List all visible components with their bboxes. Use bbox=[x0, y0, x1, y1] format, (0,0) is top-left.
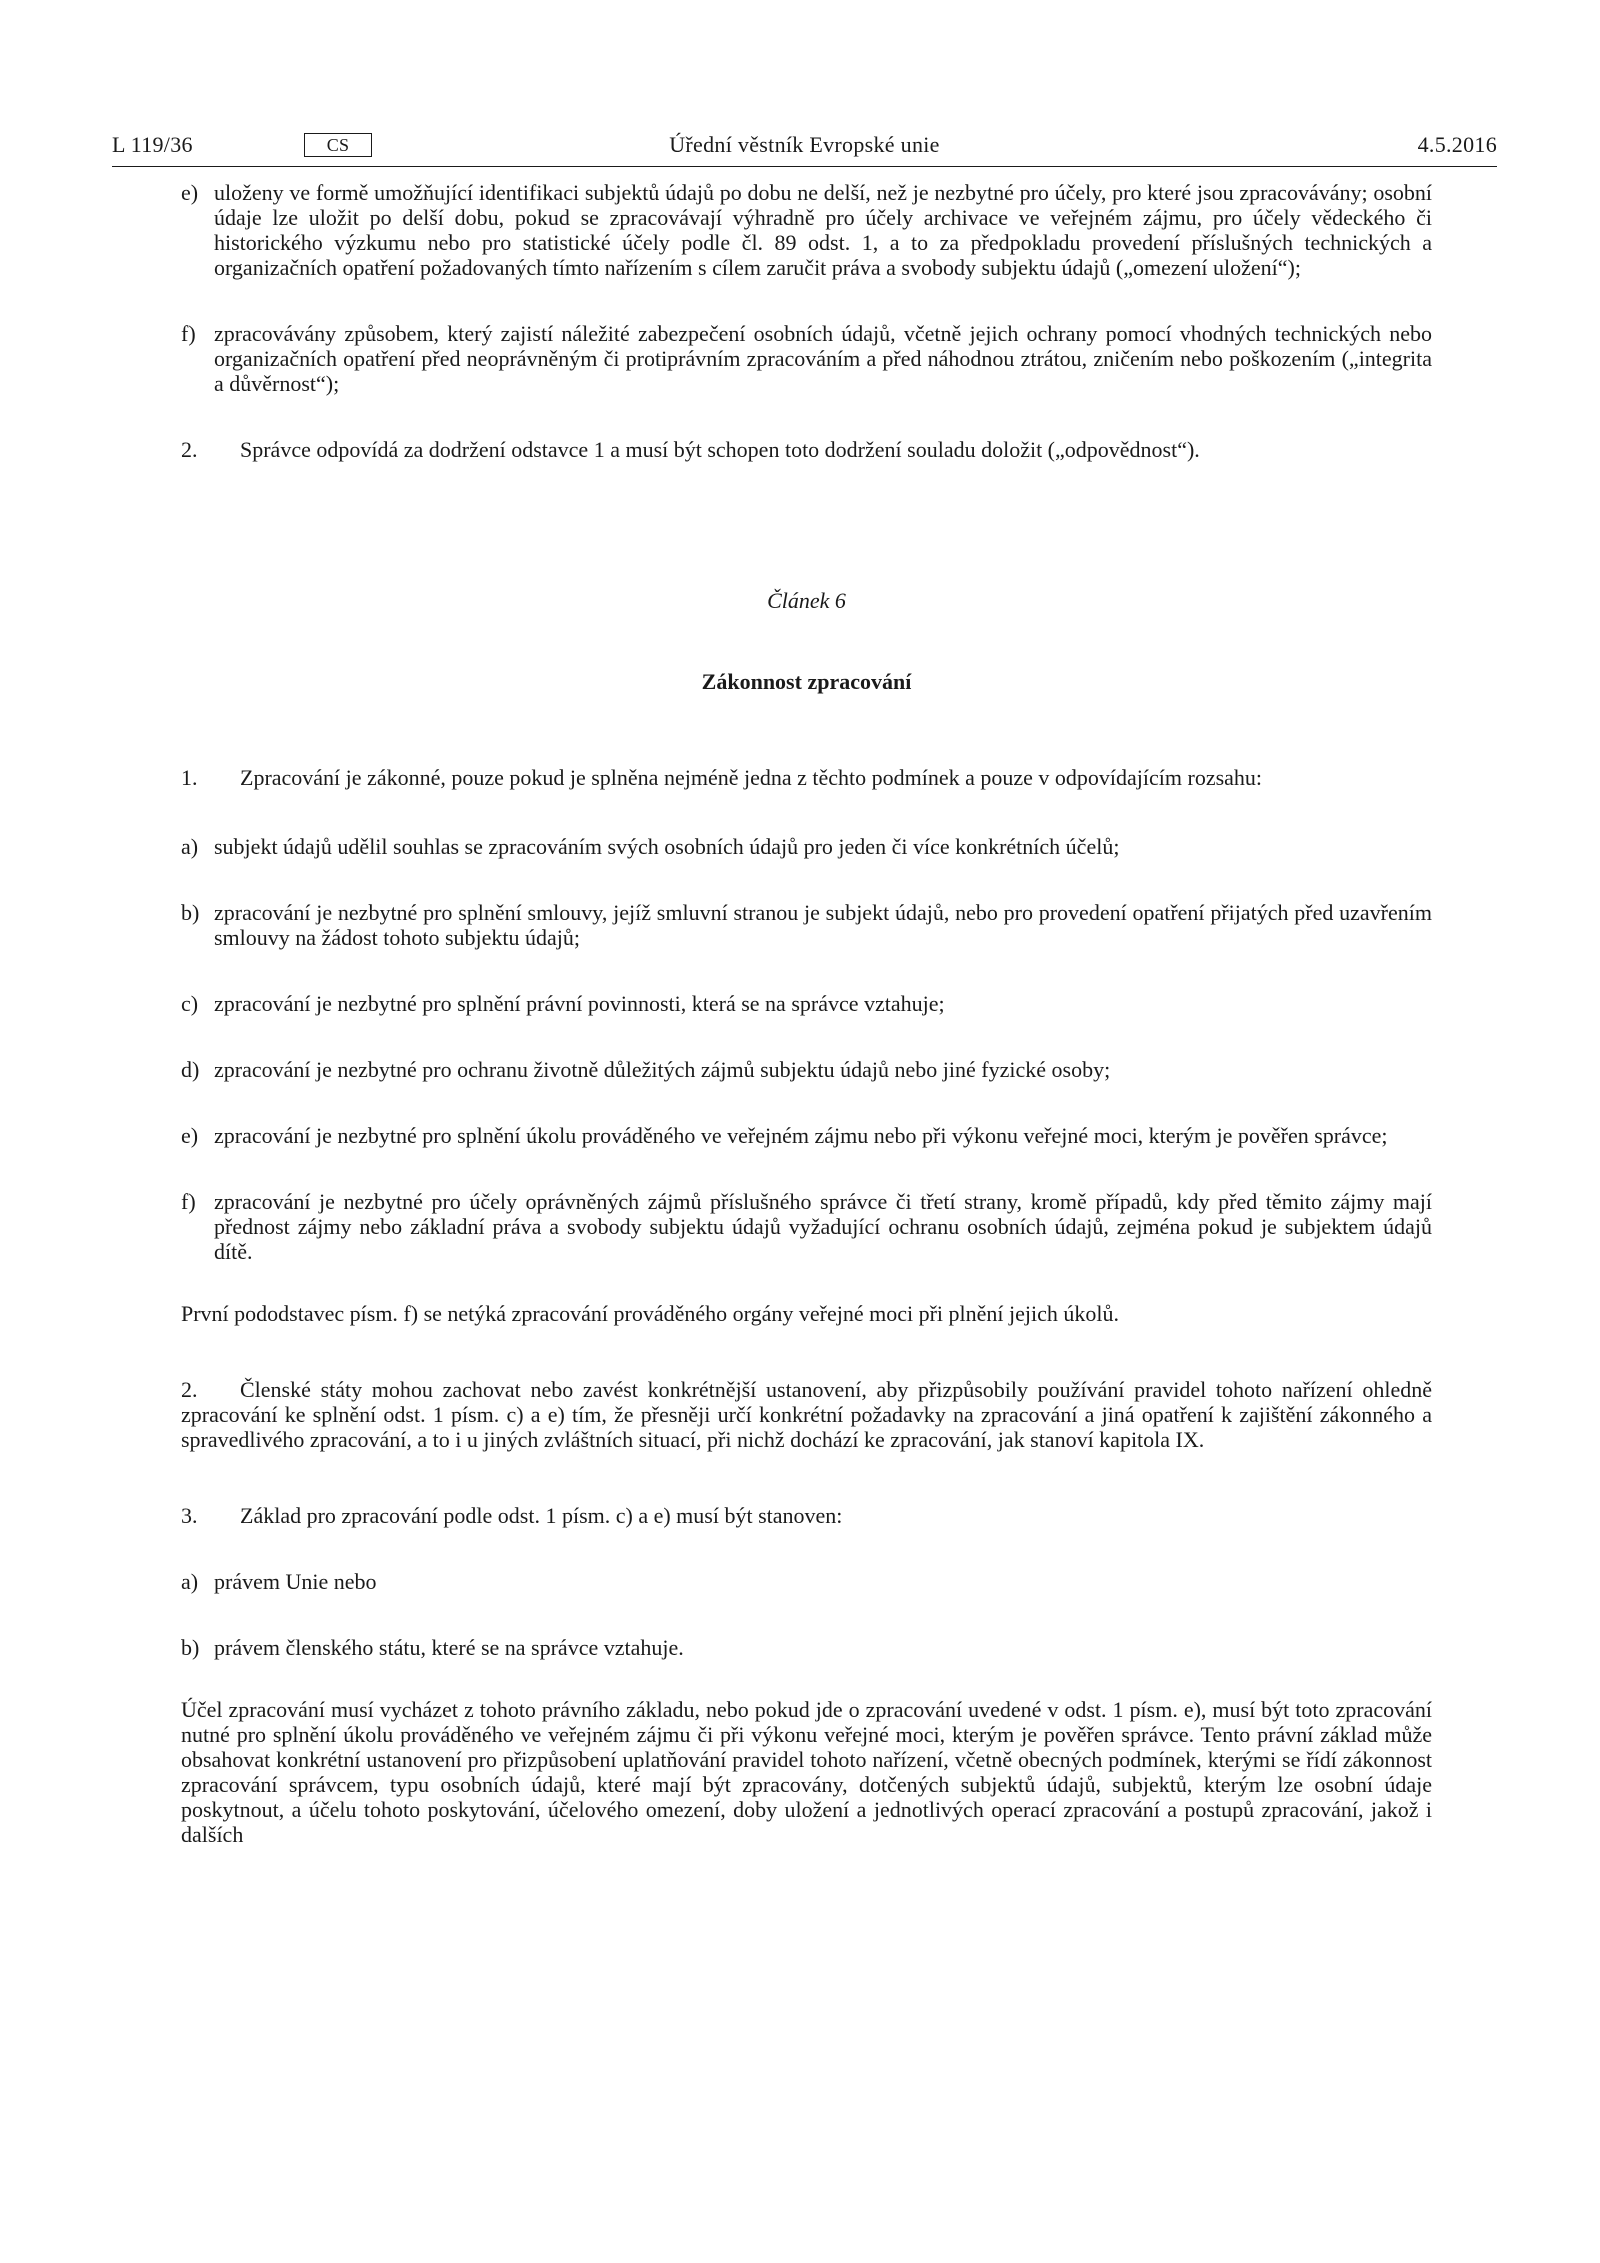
condition-item-d bbox=[181, 1057, 1432, 1082]
header-divider bbox=[112, 166, 1497, 167]
item-marker: e) bbox=[181, 1123, 199, 1148]
paragraph-3 bbox=[181, 1503, 1432, 1528]
item-text: zpracování je nezbytné pro splnění smlouvy, jejíž smluvní stranou je subjekt údajů, nebo pro provedení opatření přijatých před uzavřením smlouvy na žádost tohoto subjektu údajů; bbox=[214, 900, 1432, 950]
paragraph-number: 2. bbox=[181, 437, 198, 462]
item-marker: b) bbox=[181, 1635, 200, 1660]
issue-number: L 119/36 bbox=[112, 132, 193, 157]
paragraph-1 bbox=[181, 765, 1432, 790]
final-paragraph: Účel zpracování musí vycházet z tohoto právního základu, nebo pokud jde o zpracování uvedené v odst. 1 písm. e), musí být toto zpracování nutné pro splnění úkolu prováděného ve veřejném zájmu či při výkonu veřejné moci, kterým je pověřen správce. Tento právní základ může obsahovat konkrétní ustanovení pro přizpůsobení uplatňování pravidel tohoto nařízení, včetně obecných podmínek, kterými se řídí zákonnost zpracování správcem, typu osobních údajů, které mají být zpracovány, dotčených subjektů údajů, subjektů, kterým lze osobní údaje poskytnout, a účelu tohoto poskytování, účelového omezení, doby uložení a jednotlivých operací zpracování a postupů zpracování, jakož i dalších bbox=[181, 1697, 1432, 1847]
item-text: zpracovávány způsobem, který zajistí náležité zabezpečení osobních údajů, včetně jejich ochrany pomocí vhodných technických nebo organizačních opatření před neoprávněným či protiprávním zpracováním a před náhodnou ztrátou, zničením nebo poškozením („integrita a důvěrnost“); bbox=[214, 321, 1432, 396]
item-marker: a) bbox=[181, 834, 199, 859]
document-body bbox=[181, 180, 1432, 1847]
article-number: Článek 6 bbox=[767, 588, 846, 613]
paragraph-text: Členské státy mohou zachovat nebo zavést konkrétnější ustanovení, aby přizpůsobily používání pravidel tohoto nařízení ohledně zpracování ke splnění odst. 1 písm. c) a e) tím, že přesněji určí konkrétní požadavky na zpracování a jiná opatření k zajištění zákonného a spravedlivého zpracování, a to i u jiných zvláštních situací, při nichž dochází ke zpracování, jak stanoví kapitola IX. bbox=[181, 1377, 1432, 1452]
list-item bbox=[181, 180, 1432, 280]
page-header bbox=[112, 132, 1497, 166]
item-marker: c) bbox=[181, 991, 199, 1016]
paragraph-number: 3. bbox=[181, 1503, 198, 1528]
condition-item-f bbox=[181, 1189, 1432, 1264]
list-item bbox=[181, 321, 1432, 396]
item-marker: e) bbox=[181, 180, 199, 205]
paragraph-text: Správce odpovídá za dodržení odstavce 1 a musí být schopen toto dodržení souladu doložit („odpovědnost“). bbox=[240, 437, 1200, 462]
language-badge: CS bbox=[304, 133, 372, 157]
subparagraph-note: První pododstavec písm. f) se netýká zpracování prováděného orgány veřejné moci při plnění jejich úkolů. bbox=[181, 1301, 1119, 1326]
item-text: zpracování je nezbytné pro splnění úkolu prováděného ve veřejném zájmu nebo při výkonu veřejné moci, kterým je pověřen správce; bbox=[214, 1123, 1388, 1148]
item-marker: a) bbox=[181, 1569, 199, 1594]
paragraph-2 bbox=[181, 1377, 1432, 1452]
basis-item-b bbox=[181, 1635, 1432, 1660]
paragraph-2-accountability bbox=[181, 437, 1432, 462]
item-marker: d) bbox=[181, 1057, 200, 1082]
item-text: zpracování je nezbytné pro splnění právní povinnosti, která se na správce vztahuje; bbox=[214, 991, 945, 1016]
item-text: právem Unie nebo bbox=[214, 1569, 377, 1594]
journal-title: Úřední věstník Evropské unie bbox=[669, 132, 940, 157]
item-text: zpracování je nezbytné pro účely oprávněných zájmů příslušného správce či třetí strany, kromě případů, kdy před těmito zájmy mají přednost zájmy nebo základní práva a svobody subjektu údajů vyžadující ochranu osobních údajů, zejména pokud je subjektem údajů dítě. bbox=[214, 1189, 1432, 1264]
item-marker: b) bbox=[181, 900, 200, 925]
paragraph-text: Základ pro zpracování podle odst. 1 písm. c) a e) musí být stanoven: bbox=[240, 1503, 843, 1528]
basis-item-a bbox=[181, 1569, 1432, 1594]
condition-item-b bbox=[181, 900, 1432, 950]
paragraph-number: 1. bbox=[181, 765, 198, 790]
item-text: právem členského státu, které se na správce vztahuje. bbox=[214, 1635, 684, 1660]
item-marker: f) bbox=[181, 321, 196, 346]
publication-date: 4.5.2016 bbox=[1417, 132, 1497, 157]
paragraph-text: Zpracování je zákonné, pouze pokud je splněna nejméně jedna z těchto podmínek a pouze v odpovídajícím rozsahu: bbox=[240, 765, 1263, 790]
item-text: subjekt údajů udělil souhlas se zpracováním svých osobních údajů pro jeden či více konkrétních účelů; bbox=[214, 834, 1120, 859]
condition-item-a bbox=[181, 834, 1432, 859]
article-title: Zákonnost zpracování bbox=[701, 669, 912, 694]
condition-item-c bbox=[181, 991, 1432, 1016]
item-marker: f) bbox=[181, 1189, 196, 1214]
condition-item-e bbox=[181, 1123, 1432, 1148]
item-text: zpracování je nezbytné pro ochranu životně důležitých zájmů subjektu údajů nebo jiné fyzické osoby; bbox=[214, 1057, 1111, 1082]
paragraph-number: 2. bbox=[181, 1377, 198, 1402]
item-text: uloženy ve formě umožňující identifikaci subjektů údajů po dobu ne delší, než je nezbytné pro účely, pro které jsou zpracovávány; osobní údaje lze uložit po delší dobu, pokud se zpracovávají výhradně pro účely archivace ve veřejném zájmu, pro účely vědeckého či historického výzkumu nebo pro statistické účely podle čl. 89 odst. 1, a to za předpokladu provedení příslušných technických a organizačních opatření požadovaných tímto nařízením s cílem zaručit práva a svobody subjektu údajů („omezení uložení“); bbox=[214, 180, 1432, 280]
